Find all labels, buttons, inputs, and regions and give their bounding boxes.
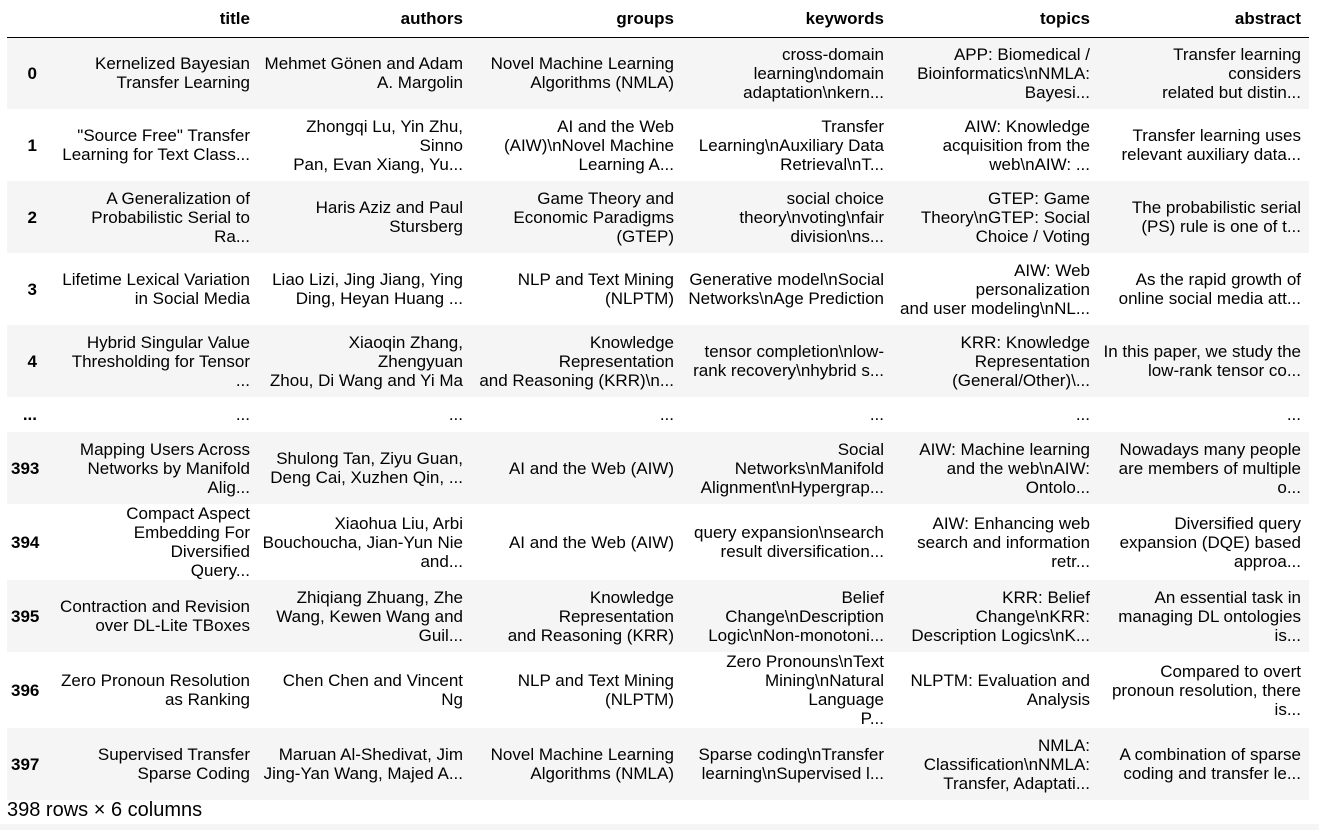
cell-groups xyxy=(471,325,682,397)
cell-topics xyxy=(892,504,1098,580)
row-index: 2 xyxy=(27,207,37,227)
cell-keywords xyxy=(682,504,892,580)
cell-text: Supervised Transfer Sparse Coding xyxy=(97,745,250,783)
cell-authors xyxy=(258,652,471,728)
cell-title xyxy=(51,181,258,253)
cell-authors xyxy=(258,109,471,181)
cell-text: As the rapid growth of online social media att... xyxy=(1118,270,1301,308)
cell-topics xyxy=(892,109,1098,181)
cell-text: AI and the Web (AIW) xyxy=(508,532,674,552)
cell-text: query expansion\nsearch result diversification... xyxy=(694,523,884,561)
cell-abstract xyxy=(1098,728,1309,800)
table-row xyxy=(7,580,1309,652)
cell-text: Maruan Al-Shedivat, Jim Jing-Yan Wang, Majed A... xyxy=(263,745,463,783)
cell-text: Contraction and Revision over DL-Lite TBoxes xyxy=(60,597,250,635)
row-index: 0 xyxy=(27,63,37,83)
cell-text: NLPTM: Evaluation and Analysis xyxy=(910,671,1090,709)
cell-text: Mapping Users Across Networks by Manifold Alig... xyxy=(79,439,250,497)
cell-authors xyxy=(258,432,471,504)
cell-text: Belief Change\nDescription Logic\nNon-monotoni... xyxy=(708,587,884,645)
cell-abstract xyxy=(1098,652,1309,728)
cell-text: Novel Machine Learning Algorithms (NMLA) xyxy=(490,54,674,93)
table-row xyxy=(7,728,1309,800)
cell-text: ... xyxy=(869,405,884,424)
table-row xyxy=(7,325,1309,397)
cell-text: Compared to overt pronoun resolution, there is... xyxy=(1111,661,1301,719)
cell-abstract xyxy=(1098,181,1309,253)
cell-authors xyxy=(258,397,471,432)
cell-text: AI and the Web (AIW)\nNovel Machine Learning A... xyxy=(503,116,674,174)
cell-groups xyxy=(471,728,682,800)
cell-text: Hybrid Singular Value Thresholding for Tensor ... xyxy=(71,332,250,390)
cell-text: Diversified query expansion (DQE) based approa... xyxy=(1119,513,1301,571)
cell-text: cross-domain learning\ndomain adaptation\nkern... xyxy=(743,44,884,102)
cell-text: ... xyxy=(1286,405,1301,424)
cell-text: Xiaohua Liu, Arbi Bouchoucha, Jian-Yun Nie and... xyxy=(262,513,463,571)
cell-keywords xyxy=(682,181,892,253)
cell-title xyxy=(51,652,258,728)
cell-text: Liao Lizi, Jing Jiang, Ying Ding, Heyan Huang ... xyxy=(272,270,463,308)
row-index: 3 xyxy=(27,279,37,299)
cell-abstract xyxy=(1098,109,1309,181)
row-index: 393 xyxy=(11,458,40,478)
cell-authors xyxy=(258,253,471,325)
cell-text: ... xyxy=(1075,405,1090,424)
cell-text: Generative model\nSocial Networks\nAge Prediction xyxy=(688,270,884,308)
cell-text: ... xyxy=(659,405,674,424)
table-header xyxy=(7,0,1309,37)
cell-topics xyxy=(892,181,1098,253)
cell-groups xyxy=(471,397,682,432)
cell-text: Novel Machine Learning Algorithms (NMLA) xyxy=(490,745,674,783)
cell-abstract xyxy=(1098,325,1309,397)
cell-text: NLP and Text Mining (NLPTM) xyxy=(517,270,674,308)
cell-groups xyxy=(471,181,682,253)
cell-topics xyxy=(892,37,1098,109)
table-body xyxy=(7,37,1309,800)
row-index: 395 xyxy=(11,606,40,626)
cell-authors xyxy=(258,580,471,652)
cell-groups xyxy=(471,504,682,580)
cell-keywords xyxy=(682,652,892,728)
cell-text: Shulong Tan, Ziyu Guan, Deng Cai, Xuzhen Qin, ... xyxy=(270,449,463,487)
table-row xyxy=(7,253,1309,325)
row-index: 394 xyxy=(11,532,40,552)
table-row xyxy=(7,37,1309,109)
table-row xyxy=(7,109,1309,181)
cell-topics xyxy=(892,397,1098,432)
cell-groups xyxy=(471,432,682,504)
cell-keywords xyxy=(682,37,892,109)
row-index: 397 xyxy=(11,754,40,774)
table-row xyxy=(7,504,1309,580)
cell-text: Zero Pronouns\nText Mining\nNatural Language P... xyxy=(726,652,884,728)
cell-text: A Generalization of Probabilistic Serial to Ra... xyxy=(91,188,250,246)
cell-text: An essential task in managing DL ontologies is... xyxy=(1118,587,1301,645)
cell-keywords xyxy=(682,432,892,504)
index-header xyxy=(7,0,51,37)
cell-abstract xyxy=(1098,37,1309,109)
cell-authors xyxy=(258,181,471,253)
cell-text: AIW: Enhancing web search and information retr... xyxy=(917,513,1090,571)
cell-text: Transfer learning uses relevant auxiliary data... xyxy=(1121,126,1301,164)
cell-text: Mehmet Gönen and Adam A. Margolin xyxy=(264,54,463,93)
cell-groups xyxy=(471,109,682,181)
cell-keywords xyxy=(682,325,892,397)
table-row xyxy=(7,181,1309,253)
cell-text: AIW: Machine learning and the web\nAIW: Ontolo... xyxy=(919,439,1090,497)
cell-text: Compact Aspect Embedding For Diversified Query... xyxy=(126,504,250,580)
cell-authors xyxy=(258,728,471,800)
cell-topics xyxy=(892,432,1098,504)
cell-text: Zero Pronoun Resolution as Ranking xyxy=(60,671,250,709)
cell-text: AI and the Web (AIW) xyxy=(508,458,674,478)
cell-authors xyxy=(258,37,471,109)
cell-title xyxy=(51,580,258,652)
cell-topics xyxy=(892,253,1098,325)
cell-keywords xyxy=(682,728,892,800)
cell-groups xyxy=(471,37,682,109)
cell-text: Sparse coding\nTransfer learning\nSupervised l... xyxy=(698,745,884,783)
cell-keywords xyxy=(682,109,892,181)
cell-abstract xyxy=(1098,504,1309,580)
cell-text: AIW: Knowledge acquisition from the web\nAIW: ... xyxy=(942,116,1090,174)
cell-text: Kernelized Bayesian Transfer Learning xyxy=(95,54,250,93)
cell-abstract xyxy=(1098,397,1309,432)
column-header-groups: groups xyxy=(471,0,682,37)
cell-text: KRR: Knowledge Representation (General/Other)\... xyxy=(952,332,1090,390)
cell-text: AIW: Web personalization and user modeling\nNL... xyxy=(900,260,1090,318)
column-header-abstract: abstract xyxy=(1098,0,1309,37)
cell-text: KRR: Belief Change\nKRR: Description Logics\nK... xyxy=(911,587,1090,645)
cell-keywords xyxy=(682,580,892,652)
ellipsis-row xyxy=(7,397,1309,432)
cell-title xyxy=(51,37,258,109)
header-row xyxy=(7,0,1309,37)
column-header-title: title xyxy=(51,0,258,37)
row-index: 1 xyxy=(27,135,37,155)
cell-text: ... xyxy=(448,405,463,424)
cell-text: Social Networks\nManifold Alignment\nHypergrap... xyxy=(700,439,884,497)
cell-text: Knowledge Representation and Reasoning (KRR)\n... xyxy=(479,332,674,390)
cell-text: Lifetime Lexical Variation in Social Media xyxy=(62,270,250,308)
column-header-topics: topics xyxy=(892,0,1098,37)
cell-text: Xiaoqin Zhang, Zhengyuan Zhou, Di Wang and Yi Ma xyxy=(269,332,463,390)
cell-title xyxy=(51,325,258,397)
cell-groups xyxy=(471,253,682,325)
cell-text: Zhiqiang Zhuang, Zhe Wang, Kewen Wang and Guil... xyxy=(276,587,463,645)
cell-title xyxy=(51,109,258,181)
column-header-keywords: keywords xyxy=(682,0,892,37)
cell-topics xyxy=(892,325,1098,397)
cell-title xyxy=(51,397,258,432)
table-row xyxy=(7,652,1309,728)
cell-groups xyxy=(471,580,682,652)
cell-text: tensor completion\nlow- rank recovery\nhybrid s... xyxy=(693,342,884,380)
cell-text: Nowadays many people are members of multiple o... xyxy=(1118,439,1301,497)
cell-topics xyxy=(892,652,1098,728)
cell-abstract xyxy=(1098,580,1309,652)
cell-groups xyxy=(471,652,682,728)
cell-text: Haris Aziz and Paul Stursberg xyxy=(315,198,463,236)
cell-title xyxy=(51,253,258,325)
table-row xyxy=(7,432,1309,504)
dataframe-table xyxy=(7,0,1309,800)
row-index: ... xyxy=(22,405,37,424)
cell-text: Transfer Learning\nAuxiliary Data Retrieval\nT... xyxy=(698,116,884,174)
cell-text: ... xyxy=(235,405,250,424)
cell-authors xyxy=(258,504,471,580)
cell-text: A combination of sparse coding and transfer le... xyxy=(1119,745,1301,783)
cell-text: Zhongqi Lu, Yin Zhu, Sinno Pan, Evan Xiang, Yu... xyxy=(293,116,463,174)
shape-caption: 398 rows × 6 columns xyxy=(7,799,203,821)
cell-keywords xyxy=(682,397,892,432)
row-index: 4 xyxy=(27,351,37,371)
cell-text: NLP and Text Mining (NLPTM) xyxy=(517,671,674,709)
column-header-authors: authors xyxy=(258,0,471,37)
cell-text: APP: Biomedical / Bioinformatics\nNMLA: Bayesi... xyxy=(917,44,1090,102)
cell-text: social choice theory\nvoting\nfair division\ns... xyxy=(739,188,884,246)
cell-text: NMLA: Classification\nNMLA: Transfer, Adaptati... xyxy=(923,735,1090,793)
cell-title xyxy=(51,504,258,580)
cell-text: The probabilistic serial (PS) rule is one of t... xyxy=(1131,198,1301,236)
cell-abstract xyxy=(1098,253,1309,325)
cell-title xyxy=(51,432,258,504)
cell-text: "Source Free" Transfer Learning for Text Class... xyxy=(62,126,250,164)
cell-title xyxy=(51,728,258,800)
cell-text: Game Theory and Economic Paradigms (GTEP) xyxy=(513,188,674,246)
cell-topics xyxy=(892,580,1098,652)
cell-text: Transfer learning considers related but distin... xyxy=(1162,44,1301,102)
cell-authors xyxy=(258,325,471,397)
cell-topics xyxy=(892,728,1098,800)
cell-text: Chen Chen and Vincent Ng xyxy=(282,671,463,709)
row-index: 396 xyxy=(11,680,40,700)
cell-text: Knowledge Representation and Reasoning (KRR) xyxy=(507,587,674,645)
output-bottom-edge xyxy=(0,824,1319,830)
cell-text: In this paper, we study the low-rank tensor co... xyxy=(1103,342,1301,380)
cell-abstract xyxy=(1098,432,1309,504)
cell-keywords xyxy=(682,253,892,325)
cell-text: GTEP: Game Theory\nGTEP: Social Choice / Voting xyxy=(920,188,1090,246)
